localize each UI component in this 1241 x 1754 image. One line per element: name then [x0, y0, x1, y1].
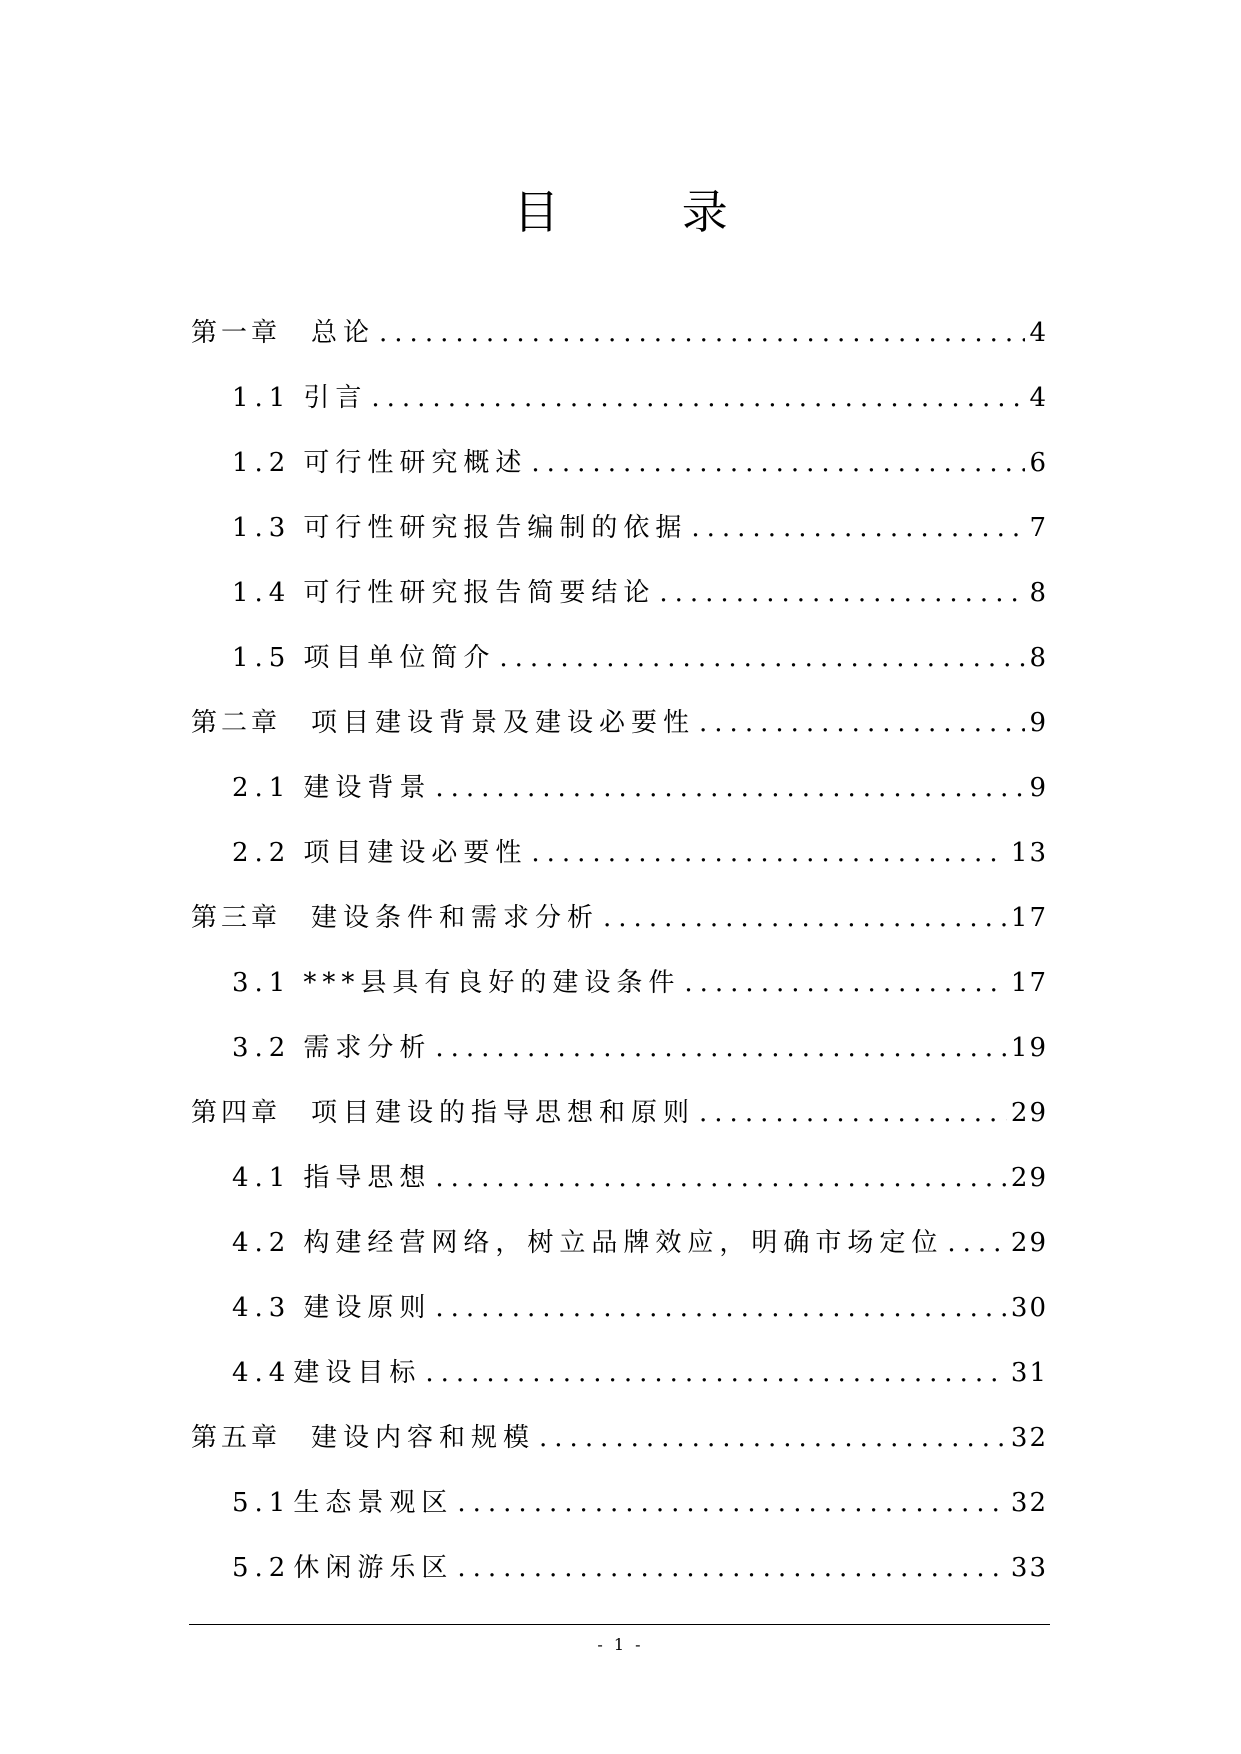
toc-section-entry[interactable] [191, 1033, 1048, 1098]
toc-entry-title: 总论 [311, 318, 376, 348]
toc-entry-title: 可行性研究概述 [303, 448, 528, 478]
toc-entry-page: 31 [1010, 1358, 1048, 1388]
toc-entry-page: 4 [1029, 383, 1048, 413]
toc-entry-number: 4.3 [232, 1293, 292, 1323]
toc-section-entry[interactable] [191, 838, 1048, 903]
toc-entry-number: 第四章 [191, 1098, 282, 1128]
toc-dot-leader [539, 1423, 1007, 1453]
toc-entry-page: 7 [1029, 513, 1048, 543]
toc-section-entry[interactable] [191, 1488, 1048, 1553]
toc-section-entry[interactable] [191, 968, 1048, 1033]
toc-dot-leader [435, 1293, 1007, 1323]
toc-entry-title: 建设原则 [303, 1293, 432, 1323]
toc-entry-page: 29 [1010, 1163, 1048, 1193]
toc-dot-leader [659, 578, 1025, 608]
toc-entry-page: 9 [1029, 773, 1048, 803]
toc-entry-page: 32 [1010, 1488, 1048, 1518]
toc-entry-number: 5.1 [232, 1488, 292, 1518]
toc-entry-number: 4.2 [232, 1228, 292, 1258]
toc-section-entry[interactable] [191, 513, 1048, 578]
toc-section-entry[interactable] [191, 773, 1048, 838]
toc-dot-leader [699, 1098, 1007, 1128]
toc-dot-leader [457, 1488, 1007, 1518]
toc-entry-number: 3.2 [232, 1033, 292, 1063]
toc-dot-leader [435, 1163, 1007, 1193]
toc-entry-number: 2.2 [232, 838, 292, 868]
toc-chapter-entry[interactable] [191, 1098, 1048, 1163]
toc-dot-leader [379, 318, 1025, 348]
toc-entry-number: 第三章 [191, 903, 282, 933]
toc-entry-title: 项目建设必要性 [303, 838, 528, 868]
toc-dot-leader [691, 513, 1025, 543]
toc-chapter-entry[interactable] [191, 708, 1048, 773]
toc-entry-title: 项目建设背景及建设必要性 [311, 708, 696, 738]
toc-entry-title: 生态景观区 [293, 1488, 454, 1518]
toc-dot-leader [435, 1033, 1007, 1063]
toc-dot-leader [684, 968, 1007, 998]
toc-dot-leader [425, 1358, 1007, 1388]
toc-entry-number: 1.4 [232, 578, 292, 608]
toc-section-entry[interactable] [191, 1358, 1048, 1423]
footer-divider [189, 1624, 1050, 1625]
toc-entry-number: 第一章 [191, 318, 282, 348]
toc-entry-page: 6 [1029, 448, 1048, 478]
toc-dot-leader [603, 903, 1007, 933]
page-title: 目 录 [513, 185, 782, 239]
toc-section-entry[interactable] [191, 1293, 1048, 1358]
toc-entry-page: 32 [1010, 1423, 1048, 1453]
toc-entry-page: 17 [1010, 968, 1048, 998]
toc-chapter-entry[interactable] [191, 1423, 1048, 1488]
toc-dot-leader [531, 448, 1025, 478]
toc-section-entry[interactable] [191, 383, 1048, 448]
toc-entry-number: 4.1 [232, 1163, 292, 1193]
toc-chapter-entry[interactable] [191, 903, 1048, 968]
toc-dot-leader [435, 773, 1025, 803]
toc-entry-title: 项目单位简介 [303, 643, 496, 673]
toc-entry-number: 第二章 [191, 708, 282, 738]
toc-section-entry[interactable] [191, 448, 1048, 513]
toc-dot-leader [947, 1228, 1007, 1258]
toc-entry-number: 1.2 [232, 448, 292, 478]
toc-entry-title: ***县具有良好的建设条件 [303, 968, 681, 998]
table-of-contents [191, 318, 1048, 1618]
toc-section-entry[interactable] [191, 578, 1048, 643]
toc-entry-page: 30 [1010, 1293, 1048, 1323]
toc-entry-title: 项目建设的指导思想和原则 [311, 1098, 696, 1128]
toc-entry-number: 4.4 [232, 1358, 292, 1388]
toc-entry-number: 1.3 [232, 513, 292, 543]
toc-entry-page: 19 [1010, 1033, 1048, 1063]
toc-entry-number: 5.2 [232, 1553, 292, 1583]
toc-entry-title: 建设条件和需求分析 [311, 903, 600, 933]
toc-entry-title: 需求分析 [303, 1033, 432, 1063]
toc-entry-number: 第五章 [191, 1423, 282, 1453]
toc-entry-number: 1.5 [232, 643, 292, 673]
toc-entry-page: 9 [1029, 708, 1048, 738]
toc-entry-page: 33 [1010, 1553, 1048, 1583]
toc-dot-leader [699, 708, 1025, 738]
toc-section-entry[interactable] [191, 1163, 1048, 1228]
toc-section-entry[interactable] [191, 643, 1048, 708]
toc-entry-page: 8 [1029, 578, 1048, 608]
toc-entry-number: 1.1 [232, 383, 292, 413]
toc-entry-page: 29 [1010, 1228, 1048, 1258]
toc-dot-leader [499, 643, 1025, 673]
toc-entry-title: 构建经营网络，树立品牌效应，明确市场定位 [303, 1228, 944, 1258]
toc-entry-title: 休闲游乐区 [293, 1553, 454, 1583]
toc-entry-page: 17 [1010, 903, 1048, 933]
toc-dot-leader [457, 1553, 1007, 1583]
toc-entry-title: 可行性研究报告简要结论 [303, 578, 656, 608]
toc-entry-title: 建设内容和规模 [311, 1423, 536, 1453]
toc-entry-title: 指导思想 [303, 1163, 432, 1193]
toc-entry-title: 引言 [303, 383, 368, 413]
toc-entry-page: 4 [1029, 318, 1048, 348]
toc-entry-page: 29 [1010, 1098, 1048, 1128]
toc-entry-number: 3.1 [232, 968, 292, 998]
page-number: - 1 - [597, 1635, 644, 1654]
toc-entry-title: 建设背景 [303, 773, 432, 803]
toc-entry-title: 可行性研究报告编制的依据 [303, 513, 688, 543]
toc-chapter-entry[interactable] [191, 318, 1048, 383]
toc-entry-number: 2.1 [232, 773, 292, 803]
toc-section-entry[interactable] [191, 1228, 1048, 1293]
toc-section-entry[interactable] [191, 1553, 1048, 1618]
toc-entry-title: 建设目标 [293, 1358, 422, 1388]
toc-dot-leader [371, 383, 1025, 413]
toc-entry-page: 8 [1029, 643, 1048, 673]
toc-entry-page: 13 [1010, 838, 1048, 868]
toc-dot-leader [531, 838, 1007, 868]
